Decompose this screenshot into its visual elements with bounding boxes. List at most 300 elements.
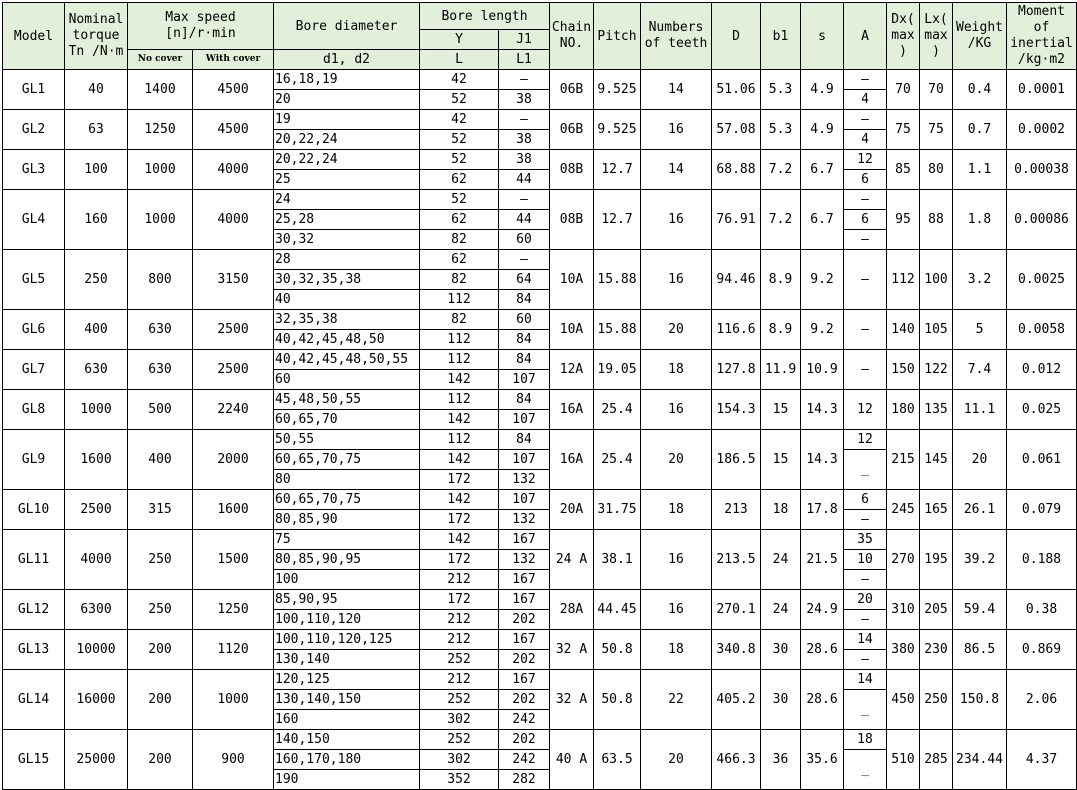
cell-with_cover: 4000 (193, 150, 274, 190)
table-row (3, 350, 1077, 370)
cell-chain: 06B (550, 110, 594, 150)
header-chain: Chain NO. (550, 3, 594, 70)
cell-a: – (844, 70, 887, 90)
cell-torque: 40 (65, 70, 128, 110)
cell-model: GL7 (3, 350, 65, 390)
cell-pitch: 9.525 (594, 110, 641, 150)
cell-moment: 0.025 (1007, 390, 1077, 430)
cell-a: – (844, 350, 887, 390)
cell-bore-length-l1: – (499, 110, 550, 130)
cell-with_cover: 2500 (193, 310, 274, 350)
cell-bore-diameter: 24 (274, 190, 420, 210)
cell-lx: 135 (920, 390, 953, 430)
cell-pitch: 50.8 (594, 670, 641, 730)
cell-model: GL1 (3, 70, 65, 110)
cell-pitch: 38.1 (594, 530, 641, 590)
cell-s: 4.9 (801, 70, 844, 110)
cell-weight: 20 (953, 430, 1007, 490)
cell-bore-length-l1: 202 (499, 690, 550, 710)
cell-bore-diameter: 80,85,90 (274, 510, 420, 530)
table-row (3, 430, 1077, 450)
cell-d: 154.3 (712, 390, 761, 430)
cell-torque: 250 (65, 250, 128, 310)
cell-bore-diameter: 85,90,95 (274, 590, 420, 610)
table-row (3, 630, 1077, 650)
cell-teeth: 18 (641, 490, 712, 530)
cell-with_cover: 4500 (193, 70, 274, 110)
table-row (3, 730, 1077, 750)
cell-s: 28.6 (801, 670, 844, 730)
cell-d: 76.91 (712, 190, 761, 250)
cell-bore-length-l: 252 (420, 650, 499, 670)
cell-pitch: 44.45 (594, 590, 641, 630)
cell-d: 466.3 (712, 730, 761, 790)
cell-bore-length-l: 82 (420, 230, 499, 250)
cell-a: 4 (844, 130, 887, 150)
cell-model: GL9 (3, 430, 65, 490)
cell-bore-length-l1: 38 (499, 150, 550, 170)
cell-d: 94.46 (712, 250, 761, 310)
cell-no_cover: 315 (128, 490, 193, 530)
cell-bore-length-l: 52 (420, 150, 499, 170)
cell-chain: 40 A (550, 730, 594, 790)
cell-bore-length-l: 172 (420, 590, 499, 610)
cell-lx: 195 (920, 530, 953, 590)
cell-no_cover: 250 (128, 530, 193, 590)
cell-no_cover: 200 (128, 730, 193, 790)
cell-a: – (844, 650, 887, 670)
cell-bore-length-l1: 84 (499, 390, 550, 410)
cell-with_cover: 3150 (193, 250, 274, 310)
cell-torque: 4000 (65, 530, 128, 590)
cell-bore-length-l: 172 (420, 550, 499, 570)
cell-torque: 1000 (65, 390, 128, 430)
cell-weight: 59.4 (953, 590, 1007, 630)
cell-no_cover: 200 (128, 670, 193, 730)
cell-bore-length-l1: 242 (499, 750, 550, 770)
cell-bore-diameter: 20,22,24 (274, 130, 420, 150)
cell-with_cover: 4500 (193, 110, 274, 150)
cell-bore-length-l: 82 (420, 310, 499, 330)
cell-dx: 245 (887, 490, 920, 530)
cell-with_cover: 1000 (193, 670, 274, 730)
cell-a: 6 (844, 170, 887, 190)
cell-bore-length-l1: 107 (499, 410, 550, 430)
cell-dx: 380 (887, 630, 920, 670)
cell-bore-length-l: 352 (420, 770, 499, 790)
cell-bore-length-l1: 282 (499, 770, 550, 790)
cell-teeth: 16 (641, 190, 712, 250)
cell-model: GL14 (3, 670, 65, 730)
cell-teeth: 16 (641, 590, 712, 630)
cell-torque: 63 (65, 110, 128, 150)
coupling-spec-table (2, 2, 1077, 790)
cell-bore-length-l: 42 (420, 70, 499, 90)
cell-chain: 32 A (550, 630, 594, 670)
cell-a: – (844, 230, 887, 250)
header-torque: Nominal torque Tn /N·m (65, 3, 128, 70)
header-bore-sub: d1, d2 (274, 50, 420, 70)
cell-no_cover: 1250 (128, 110, 193, 150)
table-row (3, 150, 1077, 170)
cell-d: 270.1 (712, 590, 761, 630)
cell-moment: 2.06 (1007, 670, 1077, 730)
cell-bore-length-l1: 44 (499, 170, 550, 190)
cell-weight: 86.5 (953, 630, 1007, 670)
cell-with_cover: 4000 (193, 190, 274, 250)
cell-model: GL11 (3, 530, 65, 590)
cell-lx: 122 (920, 350, 953, 390)
cell-model: GL13 (3, 630, 65, 670)
cell-bore-length-l1: 202 (499, 610, 550, 630)
cell-b1: 11.9 (761, 350, 801, 390)
cell-bore-diameter: 25,28 (274, 210, 420, 230)
cell-dx: 150 (887, 350, 920, 390)
cell-bore-length-l: 112 (420, 390, 499, 410)
cell-bore-diameter: 45,48,50,55 (274, 390, 420, 410)
cell-lx: 285 (920, 730, 953, 790)
cell-pitch: 9.525 (594, 70, 641, 110)
cell-bore-length-l: 62 (420, 250, 499, 270)
cell-bore-length-l: 42 (420, 110, 499, 130)
cell-dx: 95 (887, 190, 920, 250)
cell-torque: 630 (65, 350, 128, 390)
cell-b1: 8.9 (761, 310, 801, 350)
table-row (3, 250, 1077, 270)
cell-d: 340.8 (712, 630, 761, 670)
cell-bore-diameter: 130,140 (274, 650, 420, 670)
cell-d: 127.8 (712, 350, 761, 390)
cell-no_cover: 1400 (128, 70, 193, 110)
cell-weight: 5 (953, 310, 1007, 350)
cell-s: 28.6 (801, 630, 844, 670)
cell-bore-length-l1: 38 (499, 90, 550, 110)
cell-bore-length-l: 172 (420, 510, 499, 530)
cell-moment: 0.012 (1007, 350, 1077, 390)
cell-d: 405.2 (712, 670, 761, 730)
cell-bore-length-l1: – (499, 250, 550, 270)
cell-teeth: 16 (641, 110, 712, 150)
header-y: Y (420, 30, 499, 50)
cell-with_cover: 1250 (193, 590, 274, 630)
cell-bore-diameter: 100,110,120 (274, 610, 420, 630)
cell-bore-length-l: 142 (420, 530, 499, 550)
cell-with_cover: 2000 (193, 430, 274, 490)
cell-s: 17.8 (801, 490, 844, 530)
header-pitch: Pitch (594, 3, 641, 70)
cell-bore-length-l1: – (499, 70, 550, 90)
cell-bore-length-l1: 132 (499, 550, 550, 570)
cell-b1: 7.2 (761, 190, 801, 250)
cell-s: 14.3 (801, 390, 844, 430)
cell-model: GL10 (3, 490, 65, 530)
table-row (3, 110, 1077, 130)
cell-model: GL5 (3, 250, 65, 310)
cell-no_cover: 630 (128, 310, 193, 350)
header-with-cover: With cover (193, 50, 274, 70)
cell-chain: 16A (550, 390, 594, 430)
cell-d: 57.08 (712, 110, 761, 150)
cell-weight: 26.1 (953, 490, 1007, 530)
cell-a: 6 (844, 490, 887, 510)
cell-with_cover: 1500 (193, 530, 274, 590)
cell-chain: 28A (550, 590, 594, 630)
cell-a: _ (844, 750, 887, 790)
cell-moment: 0.0001 (1007, 70, 1077, 110)
cell-b1: 8.9 (761, 250, 801, 310)
cell-b1: 5.3 (761, 110, 801, 150)
cell-model: GL4 (3, 190, 65, 250)
cell-b1: 15 (761, 390, 801, 430)
cell-weight: 0.4 (953, 70, 1007, 110)
cell-no_cover: 500 (128, 390, 193, 430)
cell-a: 6 (844, 210, 887, 230)
cell-s: 10.9 (801, 350, 844, 390)
cell-teeth: 20 (641, 310, 712, 350)
cell-lx: 205 (920, 590, 953, 630)
cell-bore-length-l: 62 (420, 210, 499, 230)
cell-dx: 215 (887, 430, 920, 490)
header-weight: Weight /KG (953, 3, 1007, 70)
cell-bore-diameter: 190 (274, 770, 420, 790)
header-l: L (420, 50, 499, 70)
cell-bore-length-l1: 107 (499, 370, 550, 390)
cell-bore-diameter: 28 (274, 250, 420, 270)
cell-bore-diameter: 140,150 (274, 730, 420, 750)
cell-bore-length-l1: 167 (499, 570, 550, 590)
cell-bore-length-l: 212 (420, 570, 499, 590)
cell-pitch: 15.88 (594, 250, 641, 310)
cell-pitch: 19.05 (594, 350, 641, 390)
cell-bore-length-l1: 167 (499, 590, 550, 610)
cell-s: 4.9 (801, 110, 844, 150)
cell-d: 213.5 (712, 530, 761, 590)
cell-a: 14 (844, 670, 887, 690)
cell-moment: 0.079 (1007, 490, 1077, 530)
cell-no_cover: 200 (128, 630, 193, 670)
table-row (3, 590, 1077, 610)
cell-bore-length-l1: 202 (499, 650, 550, 670)
cell-bore-diameter: 80 (274, 470, 420, 490)
cell-a: – (844, 310, 887, 350)
cell-teeth: 22 (641, 670, 712, 730)
cell-b1: 7.2 (761, 150, 801, 190)
cell-teeth: 18 (641, 350, 712, 390)
cell-dx: 310 (887, 590, 920, 630)
cell-bore-length-l: 142 (420, 370, 499, 390)
cell-moment: 0.00038 (1007, 150, 1077, 190)
cell-bore-length-l1: 38 (499, 130, 550, 150)
cell-bore-length-l: 302 (420, 710, 499, 730)
cell-bore-diameter: 40 (274, 290, 420, 310)
cell-torque: 2500 (65, 490, 128, 530)
cell-bore-length-l: 252 (420, 690, 499, 710)
cell-a: 12 (844, 150, 887, 170)
cell-model: GL12 (3, 590, 65, 630)
table-row (3, 190, 1077, 210)
cell-bore-length-l: 62 (420, 170, 499, 190)
cell-moment: 0.0002 (1007, 110, 1077, 150)
cell-dx: 140 (887, 310, 920, 350)
cell-torque: 100 (65, 150, 128, 190)
cell-chain: 10A (550, 250, 594, 310)
cell-b1: 15 (761, 430, 801, 490)
cell-s: 6.7 (801, 150, 844, 190)
spec-body (3, 70, 1077, 790)
cell-chain: 12A (550, 350, 594, 390)
cell-dx: 450 (887, 670, 920, 730)
header-no-cover: No cover (128, 50, 193, 70)
cell-bore-diameter: 60,65,70 (274, 410, 420, 430)
header-max-speed: Max speed [n]/r·min (128, 3, 274, 50)
cell-a: – (844, 190, 887, 210)
cell-no_cover: 1000 (128, 190, 193, 250)
cell-weight: 7.4 (953, 350, 1007, 390)
cell-bore-diameter: 160,170,180 (274, 750, 420, 770)
cell-bore-diameter: 20,22,24 (274, 150, 420, 170)
cell-bore-diameter: 100 (274, 570, 420, 590)
cell-s: 24.9 (801, 590, 844, 630)
cell-bore-length-l1: 84 (499, 290, 550, 310)
table-row (3, 390, 1077, 410)
cell-bore-diameter: 20 (274, 90, 420, 110)
cell-b1: 18 (761, 490, 801, 530)
cell-a: 14 (844, 630, 887, 650)
cell-no_cover: 250 (128, 590, 193, 630)
cell-d: 116.6 (712, 310, 761, 350)
cell-bore-length-l1: 132 (499, 470, 550, 490)
cell-lx: 75 (920, 110, 953, 150)
cell-b1: 30 (761, 670, 801, 730)
header-model: Model (3, 3, 65, 70)
cell-bore-diameter: 50,55 (274, 430, 420, 450)
cell-bore-diameter: 16,18,19 (274, 70, 420, 90)
cell-bore-length-l1: 167 (499, 670, 550, 690)
cell-b1: 24 (761, 530, 801, 590)
cell-teeth: 20 (641, 730, 712, 790)
cell-pitch: 15.88 (594, 310, 641, 350)
header-moment: Moment of inertial /kg·m2 (1007, 3, 1077, 70)
header-j1: J1 (499, 30, 550, 50)
cell-pitch: 25.4 (594, 390, 641, 430)
cell-a: _ (844, 690, 887, 730)
cell-weight: 1.1 (953, 150, 1007, 190)
cell-d: 51.06 (712, 70, 761, 110)
cell-a: – (844, 250, 887, 310)
cell-d: 68.88 (712, 150, 761, 190)
cell-chain: 16A (550, 430, 594, 490)
cell-weight: 11.1 (953, 390, 1007, 430)
table-row (3, 670, 1077, 690)
cell-with_cover: 1120 (193, 630, 274, 670)
cell-dx: 270 (887, 530, 920, 590)
cell-teeth: 14 (641, 70, 712, 110)
cell-teeth: 20 (641, 430, 712, 490)
cell-with_cover: 1600 (193, 490, 274, 530)
cell-teeth: 14 (641, 150, 712, 190)
cell-moment: 0.0025 (1007, 250, 1077, 310)
cell-a: – (844, 110, 887, 130)
cell-bore-length-l1: 64 (499, 270, 550, 290)
cell-a: 35 (844, 530, 887, 550)
cell-moment: 0.869 (1007, 630, 1077, 670)
cell-b1: 30 (761, 630, 801, 670)
cell-s: 35.6 (801, 730, 844, 790)
cell-bore-length-l1: 202 (499, 730, 550, 750)
cell-weight: 150.8 (953, 670, 1007, 730)
cell-bore-diameter: 32,35,38 (274, 310, 420, 330)
cell-torque: 400 (65, 310, 128, 350)
cell-torque: 25000 (65, 730, 128, 790)
cell-pitch: 31.75 (594, 490, 641, 530)
cell-bore-diameter: 40,42,45,48,50,55 (274, 350, 420, 370)
cell-a: – (844, 610, 887, 630)
cell-bore-length-l1: 60 (499, 310, 550, 330)
cell-chain: 08B (550, 190, 594, 250)
cell-with_cover: 900 (193, 730, 274, 790)
cell-model: GL8 (3, 390, 65, 430)
cell-dx: 85 (887, 150, 920, 190)
cell-bore-diameter: 60,65,70,75 (274, 490, 420, 510)
cell-torque: 16000 (65, 670, 128, 730)
cell-a: _ (844, 450, 887, 490)
cell-no_cover: 400 (128, 430, 193, 490)
cell-pitch: 12.7 (594, 150, 641, 190)
cell-moment: 4.37 (1007, 730, 1077, 790)
cell-chain: 20A (550, 490, 594, 530)
cell-bore-length-l1: 84 (499, 350, 550, 370)
cell-no_cover: 630 (128, 350, 193, 390)
cell-bore-diameter: 120,125 (274, 670, 420, 690)
cell-bore-diameter: 19 (274, 110, 420, 130)
cell-b1: 36 (761, 730, 801, 790)
cell-a: 18 (844, 730, 887, 750)
cell-weight: 0.7 (953, 110, 1007, 150)
cell-lx: 100 (920, 250, 953, 310)
cell-teeth: 16 (641, 250, 712, 310)
table-row (3, 310, 1077, 330)
header-lx-max: Lx( max ) (920, 3, 953, 70)
cell-moment: 0.38 (1007, 590, 1077, 630)
cell-bore-length-l: 142 (420, 410, 499, 430)
cell-bore-length-l: 82 (420, 270, 499, 290)
cell-pitch: 12.7 (594, 190, 641, 250)
cell-pitch: 25.4 (594, 430, 641, 490)
cell-s: 14.3 (801, 430, 844, 490)
cell-teeth: 18 (641, 630, 712, 670)
cell-bore-length-l: 212 (420, 670, 499, 690)
cell-bore-length-l1: 107 (499, 490, 550, 510)
header-l1: L1 (499, 50, 550, 70)
cell-dx: 180 (887, 390, 920, 430)
cell-chain: 24 A (550, 530, 594, 590)
cell-bore-length-l1: 44 (499, 210, 550, 230)
cell-model: GL15 (3, 730, 65, 790)
cell-bore-length-l1: 167 (499, 530, 550, 550)
cell-moment: 0.0058 (1007, 310, 1077, 350)
header-teeth: Numbers of teeth (641, 3, 712, 70)
cell-lx: 165 (920, 490, 953, 530)
cell-bore-diameter: 60 (274, 370, 420, 390)
cell-lx: 80 (920, 150, 953, 190)
cell-bore-diameter: 60,65,70,75 (274, 450, 420, 470)
cell-lx: 145 (920, 430, 953, 490)
cell-bore-length-l: 142 (420, 490, 499, 510)
table-row (3, 530, 1077, 550)
cell-pitch: 63.5 (594, 730, 641, 790)
header-s: s (801, 3, 844, 70)
cell-dx: 75 (887, 110, 920, 150)
